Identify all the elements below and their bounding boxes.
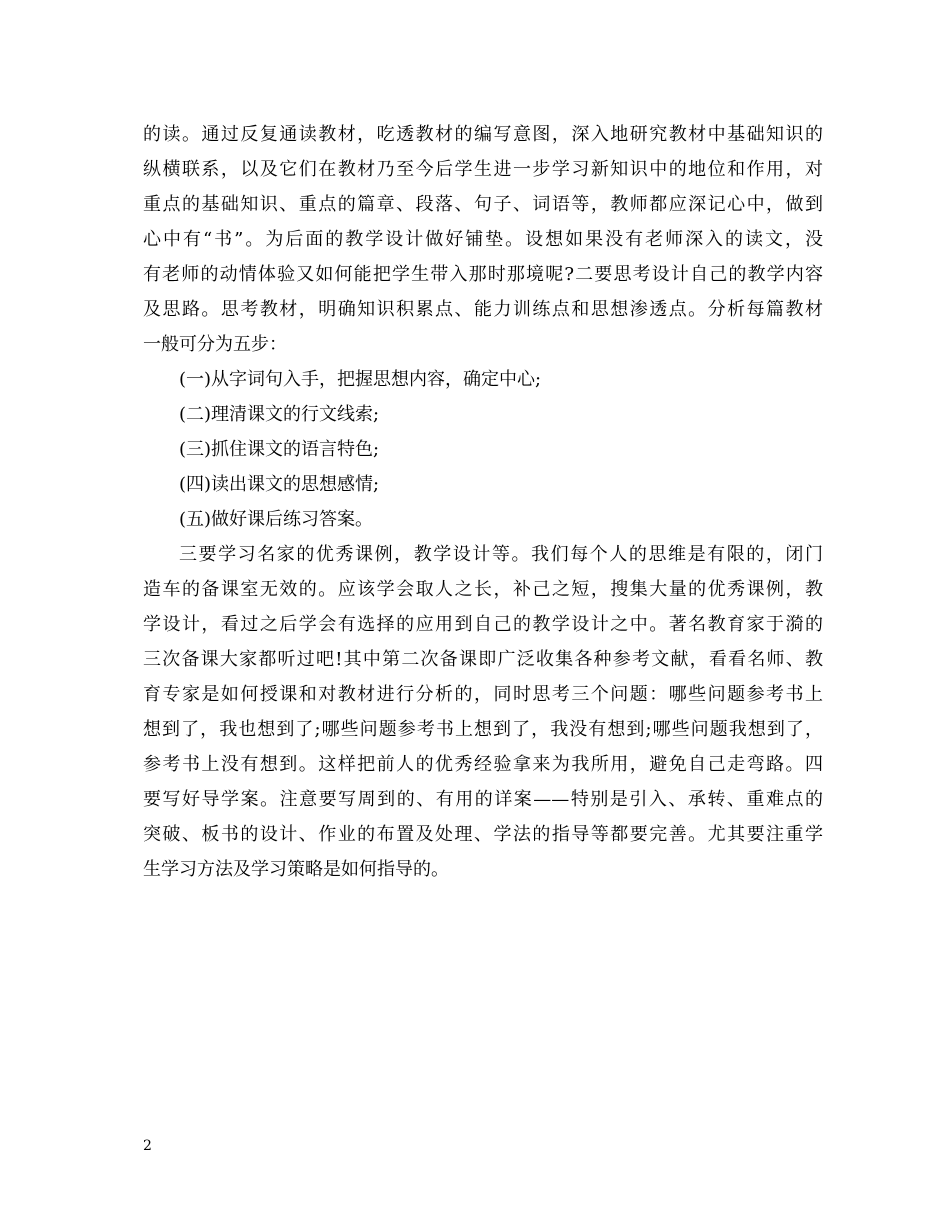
list-item: (一)从字词句入手，把握思想内容，确定中心;	[179, 369, 542, 390]
paragraph-line: 三要学习名家的优秀课例，教学设计等。我们每个人的思维是有限的，闭门	[179, 544, 823, 565]
paragraph-line: 及思路。思考教材，明确知识积累点、能力训练点和思想渗透点。分析每篇教材	[143, 299, 823, 320]
paragraph-line: 突破、板书的设计、作业的布置及处理、学法的指导等都要完善。尤其要注重学	[143, 824, 823, 845]
body-text	[143, 117, 823, 887]
paragraph-line: 想到了，我也想到了;哪些问题参考书上想到了，我没有想到;哪些问题我想到了，	[143, 719, 823, 740]
paragraph-line: 有老师的动情体验又如何能把学生带入那时那境呢?二要思考设计自己的教学内容	[143, 264, 823, 285]
paragraph-line: 心中有“书”。为后面的教学设计做好铺垫。设想如果没有老师深入的读文，没	[143, 229, 823, 250]
list-item: (三)抓住课文的语言特色;	[179, 439, 380, 460]
paragraph-line: 重点的基础知识、重点的篇章、段落、句子、词语等，教师都应深记心中，做到	[143, 194, 823, 215]
paragraph-line: 学设计，看过之后学会有选择的应用到自己的教学设计之中。著名教育家于漪的	[143, 614, 823, 635]
paragraph-line: 生学习方法及学习策略是如何指导的。	[143, 859, 449, 880]
paragraph-line: 的读。通过反复通读教材，吃透教材的编写意图，深入地研究教材中基础知识的	[143, 124, 823, 145]
paragraph-line: 育专家是如何授课和对教材进行分析的，同时思考三个问题：哪些问题参考书上	[143, 684, 823, 705]
paragraph-line: 一般可分为五步：	[143, 334, 287, 355]
paragraph-line: 参考书上没有想到。这样把前人的优秀经验拿来为我所用，避免自己走弯路。四	[143, 754, 823, 775]
list-item: (四)读出课文的思想感情;	[179, 474, 380, 495]
paragraph-line: 造车的备课室无效的。应该学会取人之长，补己之短，搜集大量的优秀课例，教	[143, 579, 823, 600]
paragraph-line: 三次备课大家都听过吧!其中第二次备课即广泛收集各种参考文献，看看名师、教	[143, 649, 823, 670]
page-number: 2	[143, 1138, 152, 1154]
paragraph-line: 要写好导学案。注意要写周到的、有用的详案——特别是引入、承转、重难点的	[143, 789, 823, 810]
list-item: (五)做好课后练习答案。	[179, 509, 374, 530]
paragraph-line: 纵横联系，以及它们在教材乃至今后学生进一步学习新知识中的地位和作用，对	[143, 159, 823, 180]
list-item: (二)理清课文的行文线索;	[179, 404, 380, 425]
